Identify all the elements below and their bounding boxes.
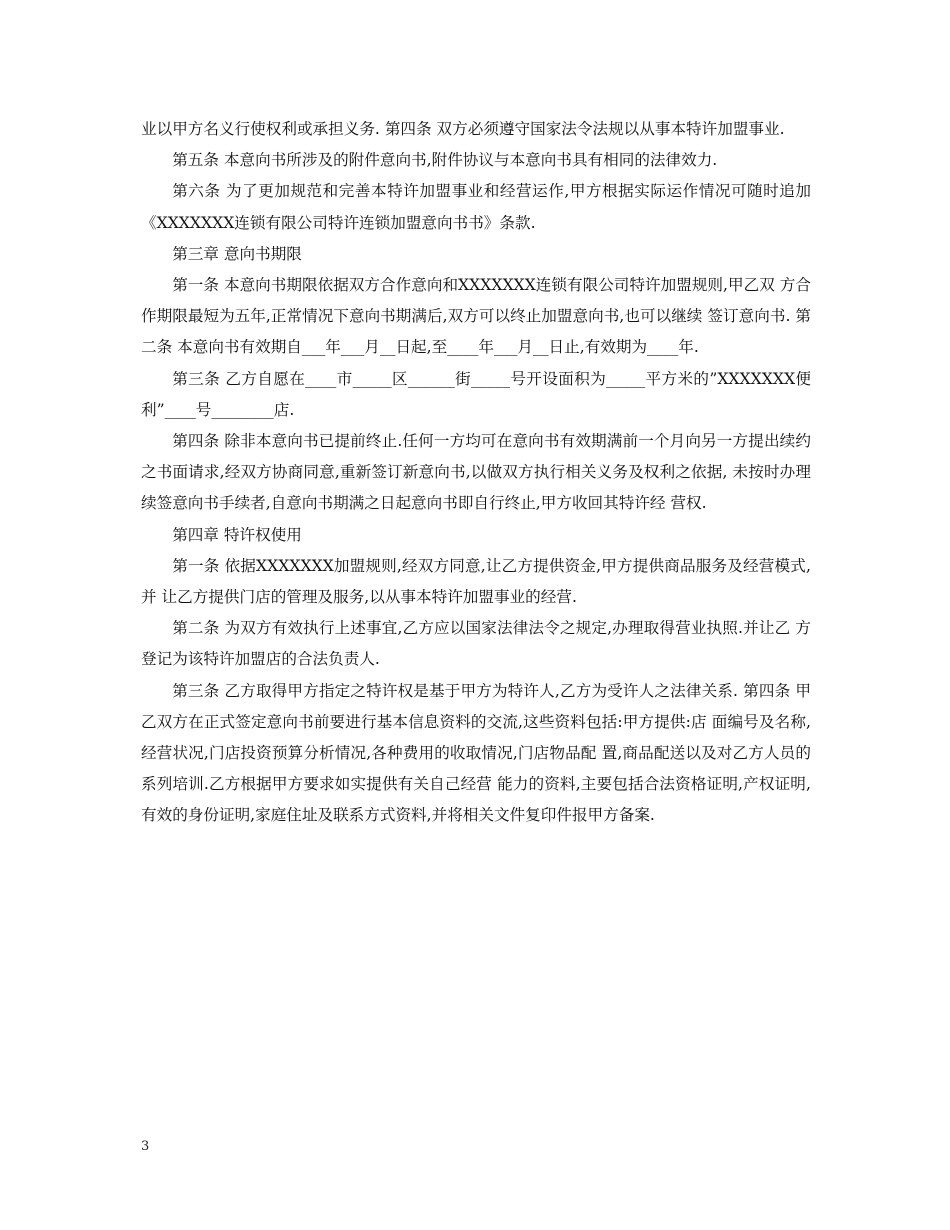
document-body (141, 114, 811, 832)
paragraph-chapter-3-article-1: 第一条 本意向书期限依据双方合作意向和XXXXXXX连锁有限公司特许加盟规则,甲乙双 方合作期限最短为五年,正常情况下意向书期满后,双方可以终止加盟意向书,也可以继续 签订意向书. 第二条 本意向书有效期自___年___月__日起,至____年___月__日止,有效期为____年. (141, 276, 811, 357)
paragraph-chapter-4-article-3: 第三条 乙方取得甲方指定之特许权是基于甲方为特许人,乙方为受许人之法律关系. 第四条 甲乙双方在正式签定意向书前要进行基本信息资料的交流,这些资料包括:甲方提供:店 面编号及名称,经营状况,门店投资预算分析情况,各种费用的收取情况,门店物品配 置,商品配送以及对乙方人员的系列培训.乙方根据甲方要求如实提供有关自己经营 能力的资料,主要包括合法资格证明,产权证明,有效的身份证明,家庭住址及联系方式资料,并将相关文件复印件报甲方备案. (141, 681, 811, 825)
page-number: 3 (141, 1139, 150, 1154)
paragraph-chapter-3-article-3: 第三条 乙方自愿在____市_____区______街_____号开设面积为_____平方米的”XXXXXXX便 利”____号________店. (141, 369, 811, 419)
chapter-3-heading: 第三章 意向书期限 (172, 244, 302, 263)
paragraph-chapter-4-article-1: 第一条 依据XXXXXXX加盟规则,经双方同意,让乙方提供资金,甲方提供商品服务及经营模式,并 让乙方提供门店的管理及服务,以从事本特许加盟事业的经营. (141, 556, 811, 607)
chapter-4-heading: 第四章 特许权使用 (172, 525, 302, 544)
paragraph-continued-article-4: 业以甲方名义行使权利或承担义务. 第四条 双方必须遵守国家法令法规以从事本特许加盟事业. (141, 120, 785, 138)
paragraph-chapter-4-article-2: 第二条 为双方有效执行上述事宜,乙方应以国家法律法令之规定,办理取得营业执照.并让乙 方登记为该特许加盟店的合法负责人. (141, 619, 811, 669)
paragraph-article-6: 第六条 为了更加规范和完善本特许加盟事业和经营运作,甲方根据实际运作情况可随时追加《XXXXXXX连锁有限公司特许连锁加盟意向书书》条款. (141, 182, 811, 232)
paragraph-chapter-3-article-4: 第四条 除非本意向书已提前终止.任何一方均可在意向书有效期满前一个月向另一方提出续约之书面请求,经双方协商同意,重新签订新意向书,以做双方执行相关义务及权利之依据, 未按时办理续签意向书手续者,自意向书期满之日起意向书即自行终止,甲方收回其特许经 营权. (141, 432, 811, 513)
paragraph-article-5: 第五条 本意向书所涉及的附件意向书,附件协议与本意向书具有相同的法律效力. (172, 151, 718, 170)
